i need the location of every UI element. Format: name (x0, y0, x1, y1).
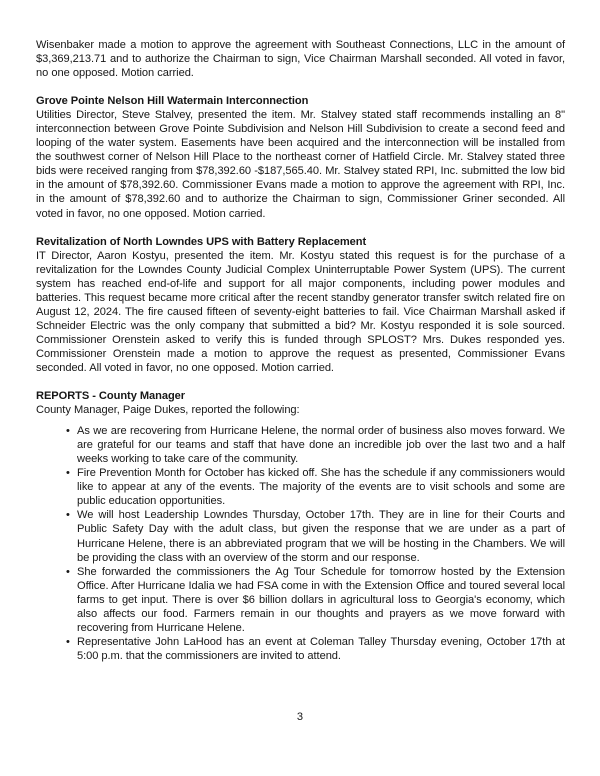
list-item-text: We will host Leadership Lowndes Thursday, October 17th. They are in line for their Courts and Public Safety Day with the adult class, but given the response that we are under as a part of Hurricane Helene, there is an abbreviated program that we will be hosting in the Chambers. We will be providing the class with an overview of the storm and our response. (77, 509, 565, 564)
list-item (36, 565, 565, 635)
spacer (36, 221, 565, 235)
county-manager-report-list (36, 424, 565, 663)
section-heading-ups-revitalization: Revitalization of North Lowndes UPS with Battery Replacement (36, 235, 367, 248)
paragraph-southeast-connections-motion: Wisenbaker made a motion to approve the agreement with Southeast Connections, LLC in the amount of $3,369,213.71 and to authorize the Chairman to sign, Vice Chairman Marshall seconded. All voted in favor, no one opposed. Motion carried. (36, 39, 565, 80)
list-item-text: As we are recovering from Hurricane Helene, the normal order of business also moves forward. We are grateful for our teams and staff that have done an incredible job over the last two and a half weeks working to take care of the community. (77, 425, 565, 466)
page-number: 3 (296, 711, 304, 723)
bullet-icon: • (66, 635, 70, 648)
bullet-icon: • (66, 509, 70, 522)
list-item (36, 466, 565, 508)
spacer (36, 375, 565, 389)
bullet-icon: • (66, 467, 70, 480)
list-item (36, 508, 565, 564)
section-body-ups-revitalization: IT Director, Aaron Kostyu, presented the item. Mr. Kostyu stated this request is for the purchase of a revitalization for the Lowndes County Judicial Complex Uninterruptable Power System (UPS). The current system has reached end-of-life and support for all major components, including power modules and batteries. This request became more critical after the recent standby generator transfer switch related fire on August 12, 2024. The fire caused fifteen of seventy-eight batteries to fail. Vice Chairman Marshall asked if Schneider Electric was the only company that submitted a bid? Mr. Kostyu responded it is sole sourced. Commissioner Orenstein asked to verify this is funded through SPLOST? Mrs. Dukes responded yes. Commissioner Orenstein made a motion to approve the request as presented, Commissioner Evans seconded. All voted in favor, no one opposed. Motion carried. (36, 249, 565, 374)
list-item-text: Fire Prevention Month for October has kicked off. She has the schedule if any commissioners would like to appear at any of the events. The majority of the events are to visit schools and some are public education opportunities. (77, 467, 565, 508)
list-item-text: Representative John LaHood has an event at Coleman Talley Thursday evening, October 17th at 5:00 p.m. that the commissioners are invited to attend. (77, 635, 565, 662)
list-item (36, 424, 565, 466)
bullet-icon: • (66, 425, 70, 438)
section-heading-reports-county-manager: REPORTS - County Manager (36, 390, 186, 403)
spacer (36, 80, 565, 94)
bullet-icon: • (66, 565, 70, 578)
reports-intro-text: County Manager, Paige Dukes, reported the following: (36, 404, 300, 417)
section-body-grove-pointe: Utilities Director, Steve Stalvey, presented the item. Mr. Stalvey stated staff recommends installing an 8" interconnection between Grove Pointe Subdivision and Nelson Hill Subdivision to create a second feed and looping of the water system. Easements have been acquired and the interconnection will be installed from the southwest corner of Nelson Hill Place to the northeast corner of Hatfield Circle. Mr. Stalvey stated three bids were received ranging from $78,392.60 -$187,565.40. Mr. Stalvey stated RPI, Inc. submitted the low bid in the amount of $78,392.60. Commissioner Evans made a motion to approve the agreement with RPI, Inc. in the amount of $78,392.60 and to authorize the Chairman to sign, Commissioner Griner seconded. All voted in favor, no one opposed. Motion carried. (36, 109, 565, 220)
list-item-text: She forwarded the commissioners the Ag Tour Schedule for tomorrow hosted by the Extension Office. After Hurricane Idalia we had FSA come in with the Extension Office and toured several local farms to get input. There is over $6 billion dollars in agricultural loss to Georgia's economy, which also affects our food. Farmers remain in our thoughts and prayers as we move forward with recovering from Hurricane Helene. (77, 565, 565, 634)
spacer (36, 417, 565, 424)
list-item (36, 635, 565, 663)
section-heading-grove-pointe: Grove Pointe Nelson Hill Watermain Interconnection (36, 95, 309, 108)
